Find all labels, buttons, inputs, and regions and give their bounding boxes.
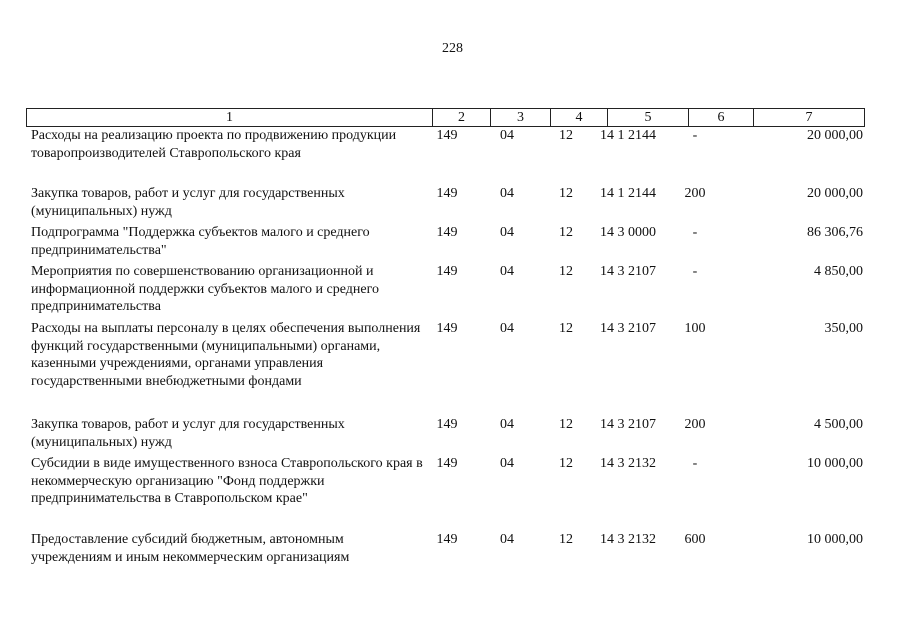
row-description: Субсидии в виде имущественного взноса Ставропольского края в некоммерческую организацию "Фонд поддержки предпринимательства в Ставропольском крае" <box>31 456 423 506</box>
row-code-5: 14 3 2132 <box>600 532 656 547</box>
row-description: Расходы на выплаты персоналу в целях обеспечения выполнения функций государственными (муниципальными) органами, казенными учреждениями, органами управления государственными внебюджетными фондами <box>31 321 421 389</box>
row-amount: 10 000,00 <box>807 456 863 471</box>
table-header <box>26 108 865 127</box>
row-code-5: 14 3 2107 <box>600 321 656 336</box>
row-code-4: 12 <box>559 225 573 240</box>
row-description: Предоставление субсидий бюджетным, автономным учреждениям и иным некоммерческим организациям <box>31 532 350 565</box>
row-code-4: 12 <box>559 532 573 547</box>
row-code-2: 149 <box>436 186 458 201</box>
row-description: Закупка товаров, работ и услуг для государственных (муниципальных) нужд <box>31 186 345 219</box>
row-code-2: 149 <box>436 128 458 143</box>
row-code-5: 14 3 2132 <box>600 456 656 471</box>
column-header-2: 2 <box>432 109 490 126</box>
row-code-5: 14 3 2107 <box>600 417 656 432</box>
row-code-6: 200 <box>684 417 706 432</box>
row-code-2: 149 <box>436 264 458 279</box>
row-code-3: 04 <box>500 128 514 143</box>
row-code-6: 200 <box>684 186 706 201</box>
page-number: 228 <box>442 41 463 56</box>
row-code-3: 04 <box>500 417 514 432</box>
row-code-3: 04 <box>500 532 514 547</box>
row-code-2: 149 <box>436 225 458 240</box>
row-code-5: 14 3 2107 <box>600 264 656 279</box>
row-code-2: 149 <box>436 321 458 336</box>
row-amount: 10 000,00 <box>807 532 863 547</box>
row-code-6: 600 <box>684 532 706 547</box>
row-code-5: 14 3 0000 <box>600 225 656 240</box>
row-code-4: 12 <box>559 321 573 336</box>
row-code-6: 100 <box>684 321 706 336</box>
row-code-3: 04 <box>500 264 514 279</box>
row-code-2: 149 <box>436 532 458 547</box>
column-header-1: 1 <box>226 110 233 125</box>
row-description: Мероприятия по совершенствованию организационной и информационной поддержки субъектов малого и среднего предпринимательства <box>31 264 379 314</box>
row-code-4: 12 <box>559 128 573 143</box>
row-amount: 20 000,00 <box>807 186 863 201</box>
row-description: Закупка товаров, работ и услуг для государственных (муниципальных) нужд <box>31 417 345 450</box>
row-amount: 4 850,00 <box>814 264 863 279</box>
column-header-6: 6 <box>688 109 753 126</box>
row-code-6: - <box>692 264 698 279</box>
row-code-4: 12 <box>559 417 573 432</box>
row-code-3: 04 <box>500 456 514 471</box>
row-code-3: 04 <box>500 321 514 336</box>
row-amount: 350,00 <box>824 321 863 336</box>
row-code-3: 04 <box>500 225 514 240</box>
row-code-3: 04 <box>500 186 514 201</box>
row-amount: 86 306,76 <box>807 225 863 240</box>
row-code-2: 149 <box>436 417 458 432</box>
row-amount: 20 000,00 <box>807 128 863 143</box>
row-code-5: 14 1 2144 <box>600 186 656 201</box>
row-code-4: 12 <box>559 456 573 471</box>
row-description: Подпрограмма "Поддержка субъектов малого и среднего предпринимательства" <box>31 225 370 258</box>
row-code-6: - <box>692 456 698 471</box>
row-amount: 4 500,00 <box>814 417 863 432</box>
row-description: Расходы на реализацию проекта по продвижению продукции товаропроизводителей Ставропольского края <box>31 128 397 161</box>
row-code-6: - <box>692 225 698 240</box>
row-code-2: 149 <box>436 456 458 471</box>
column-header-7: 7 <box>753 109 864 126</box>
column-header-5: 5 <box>607 109 688 126</box>
row-code-4: 12 <box>559 264 573 279</box>
row-code-4: 12 <box>559 186 573 201</box>
column-header-3: 3 <box>490 109 550 126</box>
row-code-6: - <box>692 128 698 143</box>
column-header-4: 4 <box>550 109 607 126</box>
row-code-5: 14 1 2144 <box>600 128 656 143</box>
